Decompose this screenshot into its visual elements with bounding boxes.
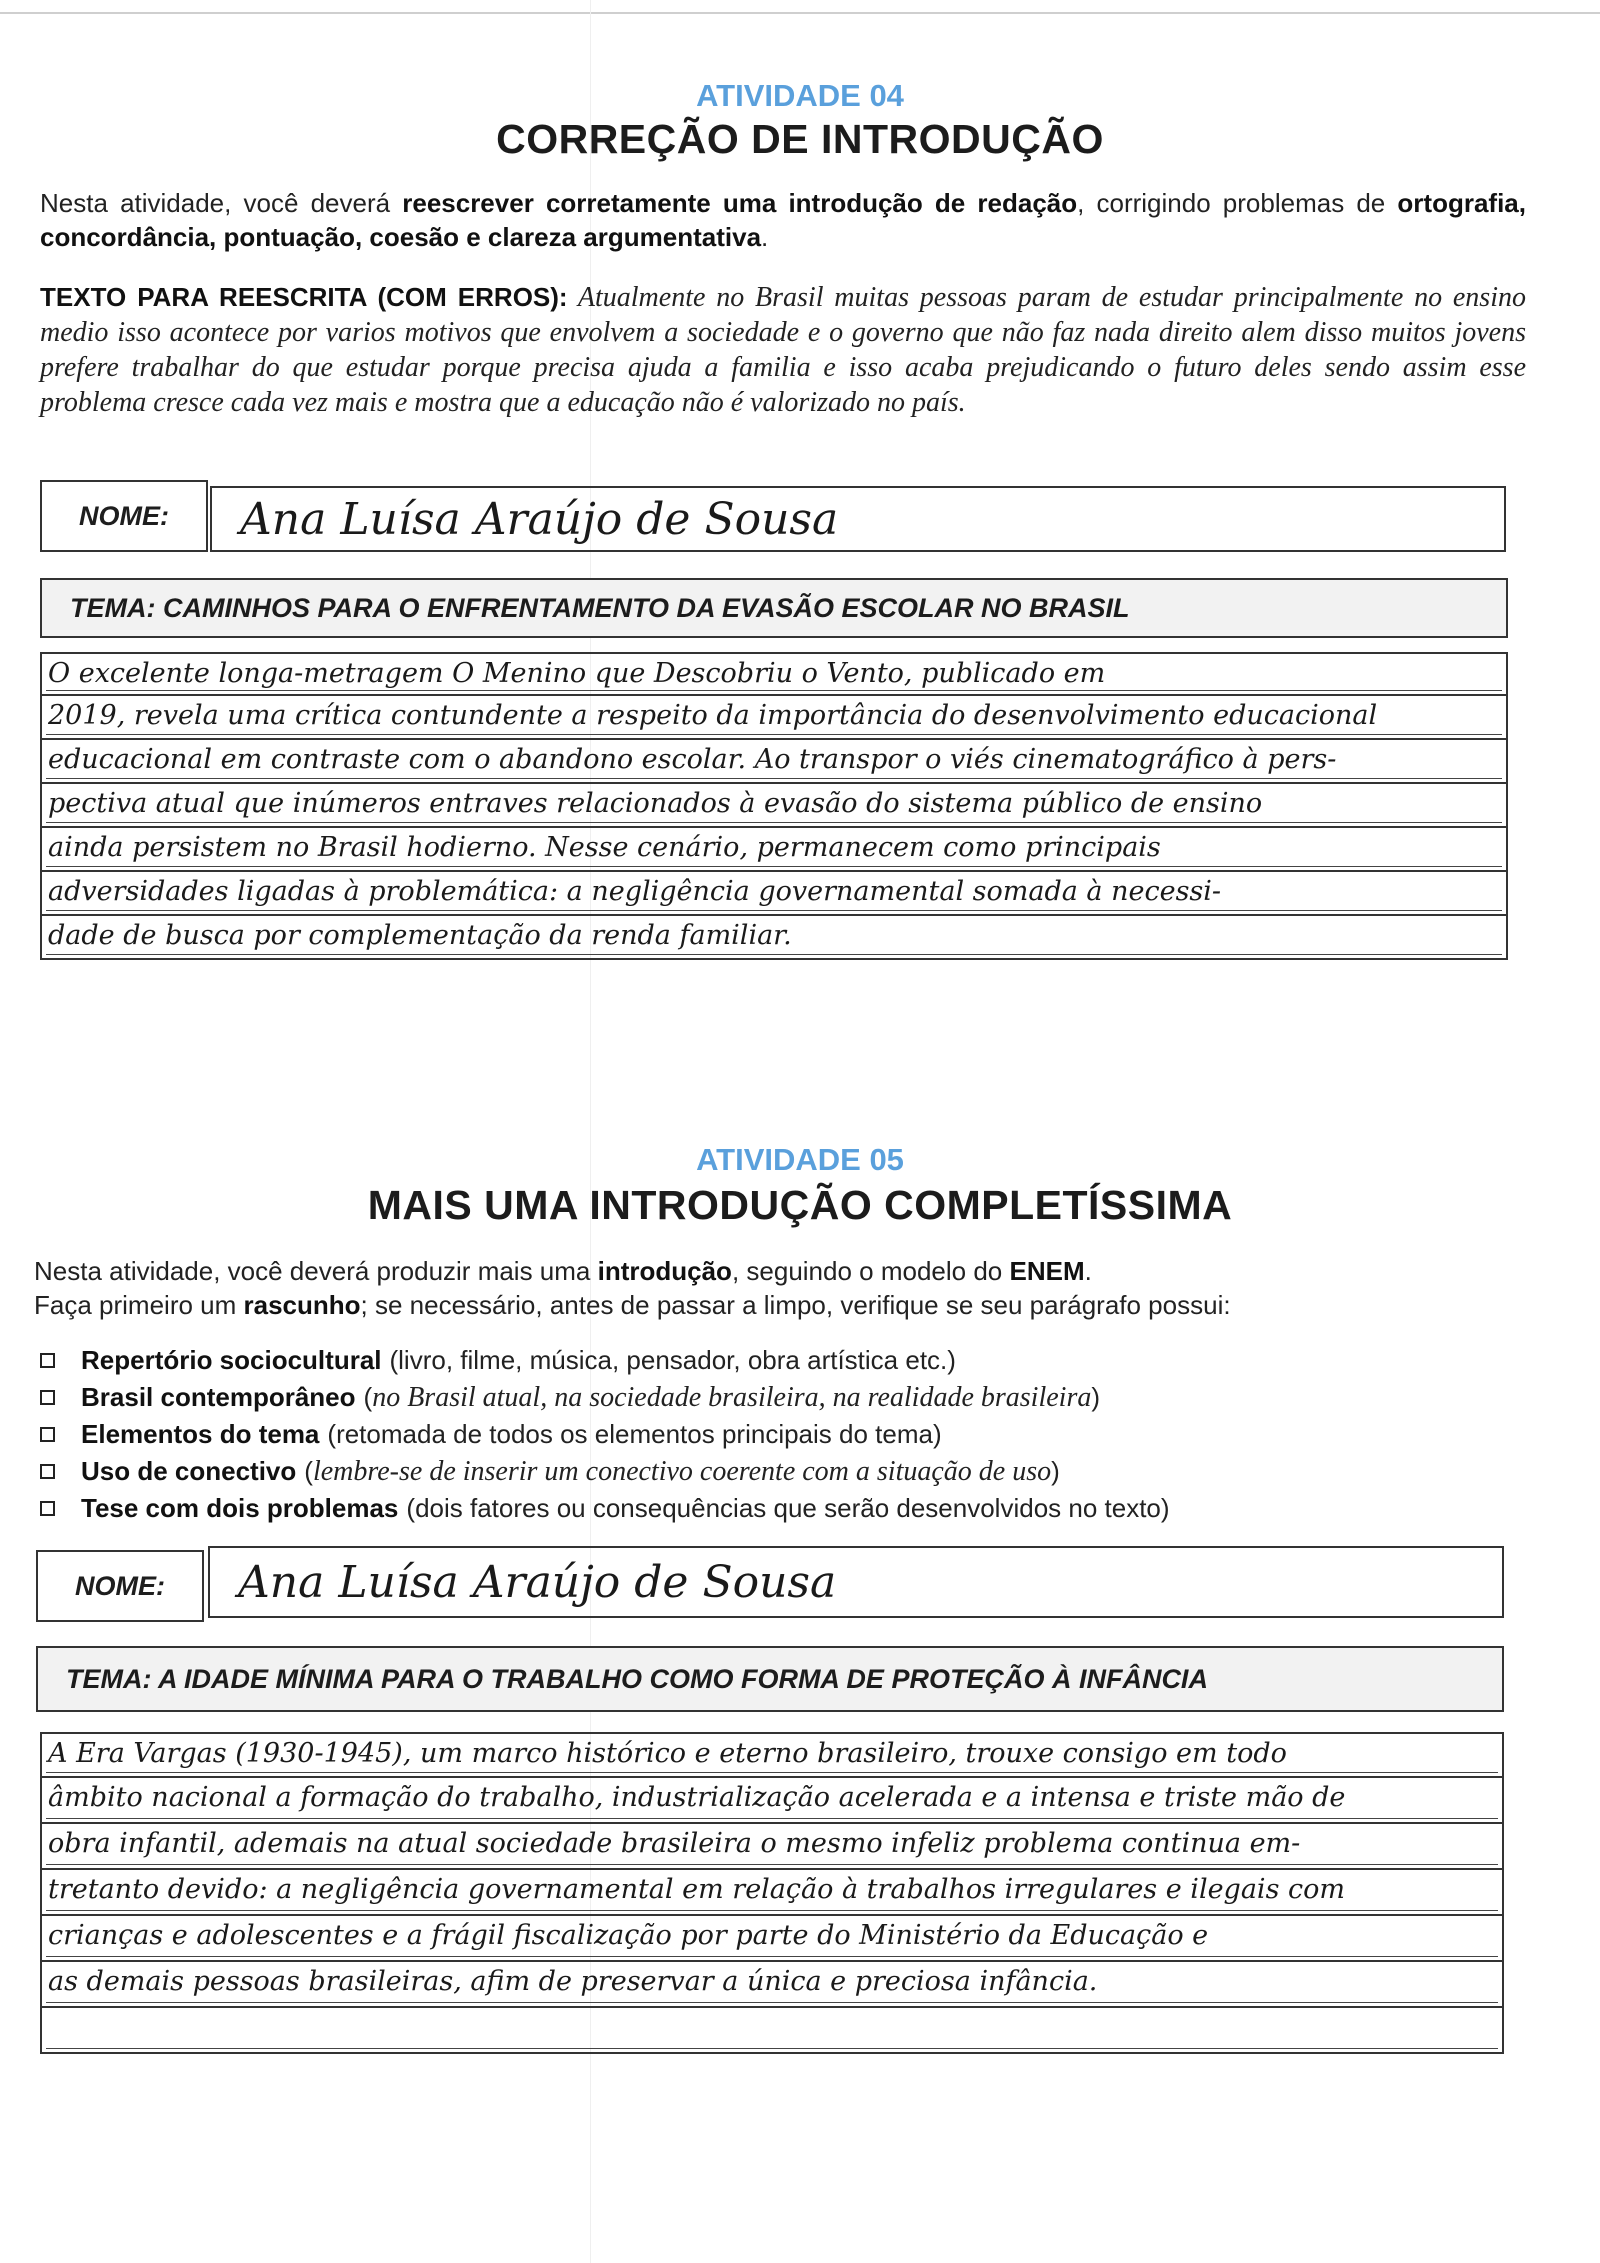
activity4-name-field[interactable]: Ana Luísa Araújo de Sousa: [210, 486, 1506, 552]
writing-line[interactable]: A Era Vargas (1930-1945), um marco histórico e eterno brasileiro, trouxe consigo em todo: [40, 1732, 1504, 1778]
activity4-tema: TEMA: CAMINHOS PARA O ENFRENTAMENTO DA EVASÃO ESCOLAR NO BRASIL: [40, 578, 1508, 638]
activity4-source-text: [40, 280, 1526, 420]
activity5-tema: TEMA: A IDADE MÍNIMA PARA O TRABALHO COMO FORMA DE PROTEÇÃO À INFÂNCIA: [36, 1646, 1504, 1712]
activity4-title: CORREÇÃO DE INTRODUÇÃO: [496, 116, 1104, 162]
checklist-item[interactable]: Tese com dois problemas (dois fatores ou consequências que serão desenvolvidos no texto): [40, 1490, 1560, 1527]
source-text-body: Atualmente no Brasil muitas pessoas param de estudar principalmente no ensino medio isso acontece por varios motivos que envolvem a sociedade e o governo que não faz nada direito alem disso muitos jovens prefere trabalhar do que estudar porque precisa ajuda a familia e isso acaba prejudicando o futuro deles sendo assim esse problema cresce cada vez mais e mostra que a educação não é valorizado no país.: [40, 282, 1526, 418]
activity4-name-label: NOME:: [40, 480, 208, 552]
writing-line[interactable]: âmbito nacional a formação do trabalho, industrialização acelerada e a intensa e triste mão de: [40, 1778, 1504, 1824]
source-text-label: TEXTO PARA REESCRITA (COM ERROS):: [40, 282, 568, 312]
activity5-title: MAIS UMA INTRODUÇÃO COMPLETÍSSIMA: [367, 1182, 1233, 1228]
activity4-kicker: ATIVIDADE 04: [696, 78, 904, 113]
activity5-writing-lines[interactable]: [40, 1732, 1504, 2054]
writing-line[interactable]: crianças e adolescentes e a frágil fiscalização por parte do Ministério da Educação e: [40, 1916, 1504, 1962]
activity5-checklist: [40, 1342, 1560, 1527]
writing-line[interactable]: dade de busca por complementação da renda familiar.: [40, 916, 1508, 960]
checkbox-icon[interactable]: [40, 1501, 55, 1516]
scan-edge-line: [0, 12, 1600, 14]
writing-line[interactable]: educacional em contraste com o abandono escolar. Ao transpor o viés cinematográfico à pers-: [40, 740, 1508, 784]
activity5-instructions-line2: Faça primeiro um rascunho; se necessário, antes de passar a limpo, verifique se seu parágrafo possui:: [34, 1290, 1231, 1320]
checkbox-icon[interactable]: [40, 1464, 55, 1479]
writing-line[interactable]: adversidades ligadas à problemática: a negligência governamental somada à necessi-: [40, 872, 1508, 916]
checklist-item[interactable]: Brasil contemporâneo ( no Brasil atual, na sociedade brasileira, na realidade brasileira ): [40, 1379, 1560, 1416]
activity5-instructions-line1: Nesta atividade, você deverá produzir mais uma introdução, seguindo o modelo do ENEM.: [34, 1256, 1092, 1286]
writing-line[interactable]: [40, 2008, 1504, 2054]
activity5-name-field[interactable]: Ana Luísa Araújo de Sousa: [208, 1546, 1504, 1618]
activity4-writing-lines[interactable]: [40, 652, 1508, 960]
writing-line[interactable]: ainda persistem no Brasil hodierno. Nesse cenário, permanecem como principais: [40, 828, 1508, 872]
writing-line[interactable]: pectiva atual que inúmeros entraves relacionados à evasão do sistema público de ensino: [40, 784, 1508, 828]
checklist-item[interactable]: Uso de conectivo ( lembre-se de inserir um conectivo coerente com a situação de uso ): [40, 1453, 1560, 1490]
writing-line[interactable]: O excelente longa-metragem O Menino que Descobriu o Vento, publicado em: [40, 652, 1508, 696]
checklist-item[interactable]: Repertório sociocultural (livro, filme, música, pensador, obra artística etc.): [40, 1342, 1560, 1379]
checkbox-icon[interactable]: [40, 1353, 55, 1368]
checkbox-icon[interactable]: [40, 1427, 55, 1442]
checklist-item[interactable]: Elementos do tema (retomada de todos os elementos principais do tema): [40, 1416, 1560, 1453]
activity5-kicker: ATIVIDADE 05: [696, 1142, 904, 1177]
writing-line[interactable]: as demais pessoas brasileiras, afim de preservar a única e preciosa infância.: [40, 1962, 1504, 2008]
activity5-name-label: NOME:: [36, 1550, 204, 1622]
writing-line[interactable]: obra infantil, ademais na atual sociedade brasileira o mesmo infeliz problema continua em-: [40, 1824, 1504, 1870]
activity4-instructions: Nesta atividade, você deverá reescrever corretamente uma introdução de redação, corrigindo problemas de ortografia, concordância, pontuação, coesão e clareza argumentativa.: [40, 188, 1526, 252]
writing-line[interactable]: tretanto devido: a negligência governamental em relação à trabalhos irregulares e ilegais com: [40, 1870, 1504, 1916]
checkbox-icon[interactable]: [40, 1390, 55, 1405]
writing-line[interactable]: 2019, revela uma crítica contundente a respeito da importância do desenvolvimento educacional: [40, 696, 1508, 740]
